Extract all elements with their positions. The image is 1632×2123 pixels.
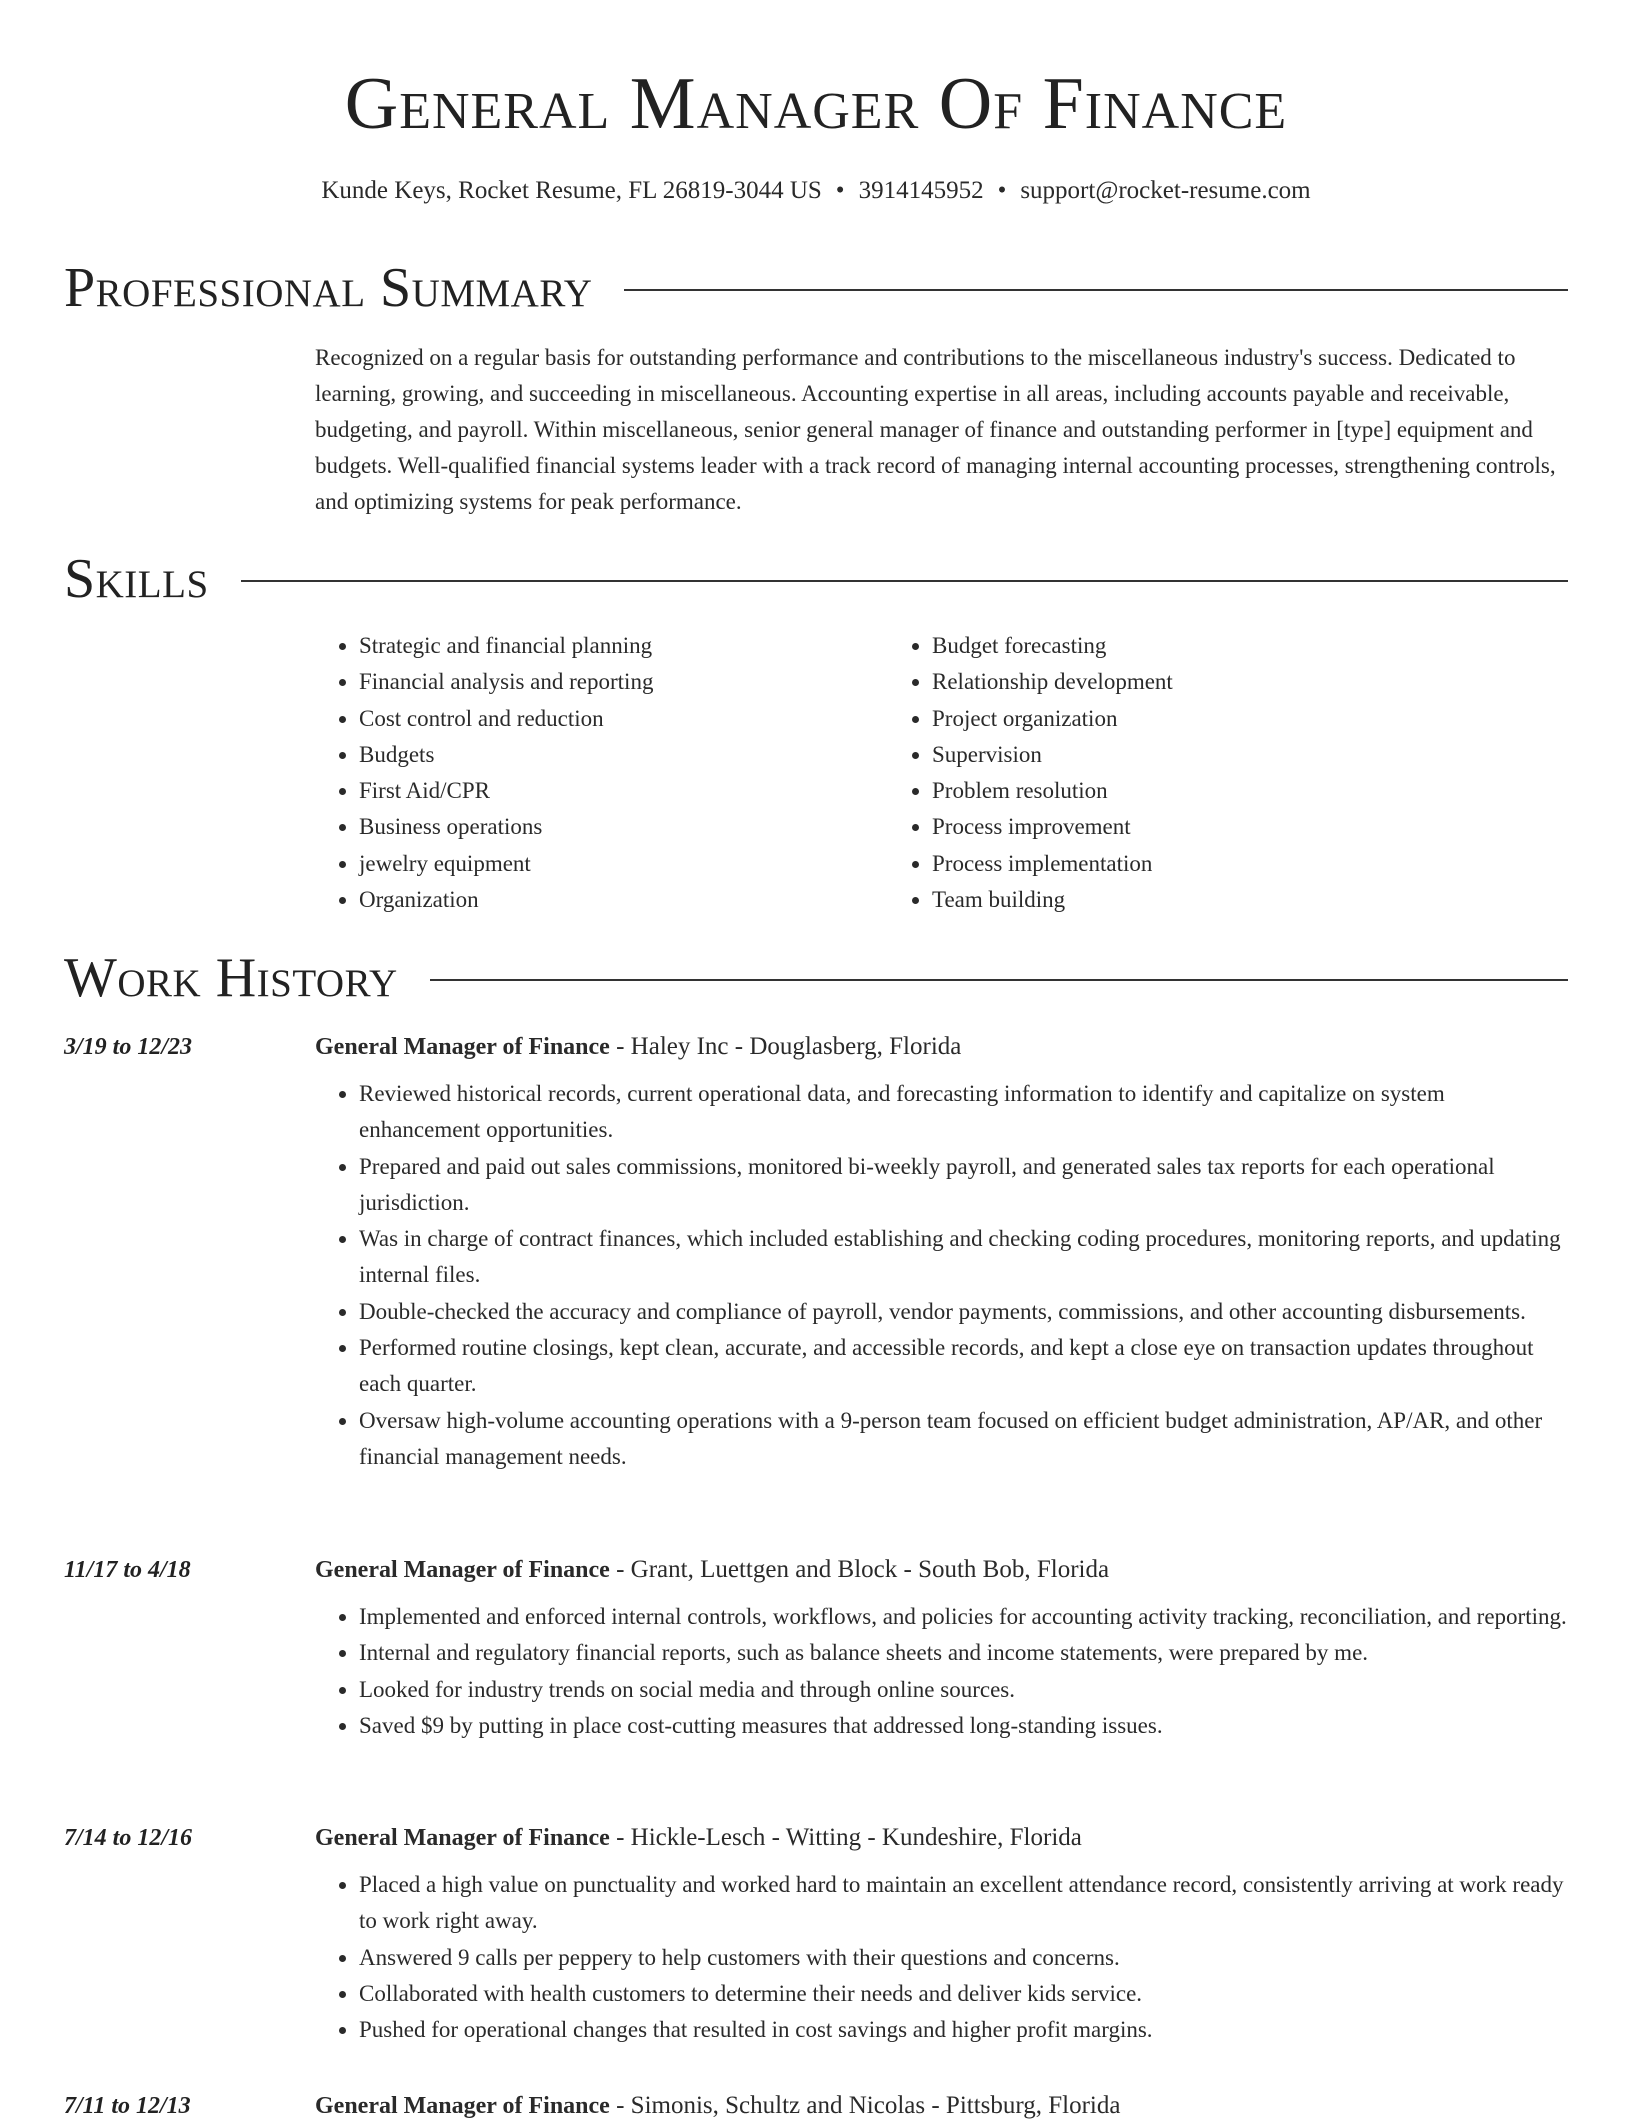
work-history-section-header bbox=[64, 946, 1568, 1010]
job-bullet: • Implemented and enforced internal controls, workflows, and policies for accounting activity tracking, reconciliation, and reporting. bbox=[359, 1599, 1568, 1635]
job-employer: - Hickle-Lesch - Witting - Kundeshire, Florida bbox=[609, 1824, 1082, 1851]
contact-address: Kunde Keys, Rocket Resume, FL 26819-3044 US bbox=[321, 177, 822, 204]
job-bullet: • Answered 9 calls per peppery to help customers with their questions and concerns. bbox=[359, 1940, 1568, 1976]
job-bullet: • Prepared and paid out sales commissions, monitored bi-weekly payroll, and generated sales tax reports for each operational jurisdiction. bbox=[359, 1149, 1568, 1222]
job-bullets bbox=[315, 1867, 1568, 2048]
skill-item: • Process improvement bbox=[932, 809, 1461, 845]
job-title: General Manager of Finance bbox=[315, 2093, 610, 2119]
job-bullets bbox=[315, 1076, 1568, 1475]
job-employer: - Haley Inc - Douglasberg, Florida bbox=[609, 1033, 962, 1060]
summary-heading: Professional Summary bbox=[64, 257, 593, 319]
job-bullet: • Reviewed historical records, current operational data, and forecasting information to identify and capitalize on system enhancement opportunities. bbox=[359, 1076, 1568, 1149]
section-divider bbox=[624, 289, 1568, 291]
skill-item: • First Aid/CPR bbox=[359, 773, 888, 809]
skills-list bbox=[315, 628, 1568, 918]
skills-column-left bbox=[315, 628, 888, 918]
section-divider bbox=[430, 979, 1568, 981]
skill-item: • Cost control and reduction bbox=[359, 701, 888, 737]
contact-line bbox=[0, 174, 1632, 208]
resume-name: General Manager Of Finance bbox=[344, 63, 1288, 145]
work-history-heading: Work History bbox=[64, 947, 398, 1009]
skill-item: • Project organization bbox=[932, 701, 1461, 737]
job-dates: 3/19 to 12/23 bbox=[64, 1034, 193, 1060]
contact-email: support@rocket-resume.com bbox=[1020, 177, 1311, 204]
job-bullet: • Oversaw high-volume accounting operations with a 9-person team focused on efficient budget administration, AP/AR, and other financial management needs. bbox=[359, 1403, 1568, 1476]
job-title: General Manager of Finance bbox=[315, 1825, 610, 1851]
skill-item: • Problem resolution bbox=[932, 773, 1461, 809]
skill-item: • Process implementation bbox=[932, 846, 1461, 882]
job-bullet: • Double-checked the accuracy and compliance of payroll, vendor payments, commissions, and other accounting disbursements. bbox=[359, 1294, 1568, 1330]
skill-item: • Budget forecasting bbox=[932, 628, 1461, 664]
job-bullet: • Internal and regulatory financial reports, such as balance sheets and income statements, were prepared by me. bbox=[359, 1635, 1568, 1671]
summary-text: Recognized on a regular basis for outstanding performance and contributions to the miscellaneous industry's success. Dedicated to learning, growing, and succeeding in miscellaneous. Accounting expertise in all areas, including accounts payable and receivable, budgeting, and payroll. Within miscellaneous, senior general manager of finance and outstanding performer in [type] equipment and budgets. Well-qualified financial systems leader with a track record of managing internal accounting processes, strengthening controls, and optimizing systems for peak performance. bbox=[315, 345, 1556, 514]
skill-item: • Supervision bbox=[932, 737, 1461, 773]
skills-column-right bbox=[888, 628, 1461, 918]
skill-item: • Relationship development bbox=[932, 664, 1461, 700]
skill-item: • Team building bbox=[932, 882, 1461, 918]
skill-item: • Strategic and financial planning bbox=[359, 628, 888, 664]
job-title: General Manager of Finance bbox=[315, 1557, 610, 1583]
job-title-line bbox=[315, 1553, 1109, 1587]
skills-section-header bbox=[64, 547, 1568, 611]
skill-item: • Business operations bbox=[359, 809, 888, 845]
job-title: General Manager of Finance bbox=[315, 1034, 610, 1060]
job-dates: 7/14 to 12/16 bbox=[64, 1825, 193, 1851]
section-divider bbox=[241, 580, 1568, 582]
skill-item: • Financial analysis and reporting bbox=[359, 664, 888, 700]
job-bullets bbox=[315, 1599, 1568, 1744]
job-dates: 11/17 to 4/18 bbox=[64, 1557, 191, 1583]
contact-separator: • bbox=[835, 177, 845, 204]
job-title-line bbox=[315, 1030, 961, 1064]
skill-item: • jewelry equipment bbox=[359, 846, 888, 882]
contact-separator: • bbox=[997, 177, 1007, 204]
skill-item: • Organization bbox=[359, 882, 888, 918]
job-title-line bbox=[315, 2089, 1120, 2123]
job-bullet: • Looked for industry trends on social media and through online sources. bbox=[359, 1672, 1568, 1708]
skills-heading: Skills bbox=[64, 548, 209, 610]
job-title-line bbox=[315, 1821, 1082, 1855]
job-dates: 7/11 to 12/13 bbox=[64, 2093, 191, 2119]
skill-item: • Budgets bbox=[359, 737, 888, 773]
job-bullet: • Collaborated with health customers to determine their needs and deliver kids service. bbox=[359, 1976, 1568, 2012]
job-employer: - Grant, Luettgen and Block - South Bob, Florida bbox=[609, 1556, 1110, 1583]
summary-section-header bbox=[64, 256, 1568, 320]
job-bullet: • Pushed for operational changes that resulted in cost savings and higher profit margins. bbox=[359, 2012, 1568, 2048]
job-bullet: • Placed a high value on punctuality and worked hard to maintain an excellent attendance record, consistently arriving at work ready to work right away. bbox=[359, 1867, 1568, 1940]
contact-phone: 3914145952 bbox=[858, 177, 984, 204]
job-bullet: • Performed routine closings, kept clean, accurate, and accessible records, and kept a close eye on transaction updates throughout each quarter. bbox=[359, 1330, 1568, 1403]
job-employer: - Simonis, Schultz and Nicolas - Pittsburg, Florida bbox=[609, 2092, 1121, 2119]
job-bullet: • Was in charge of contract finances, which included establishing and checking coding procedures, monitoring reports, and updating internal files. bbox=[359, 1221, 1568, 1294]
job-bullet: • Saved $9 by putting in place cost-cutting measures that addressed long-standing issues. bbox=[359, 1708, 1568, 1744]
